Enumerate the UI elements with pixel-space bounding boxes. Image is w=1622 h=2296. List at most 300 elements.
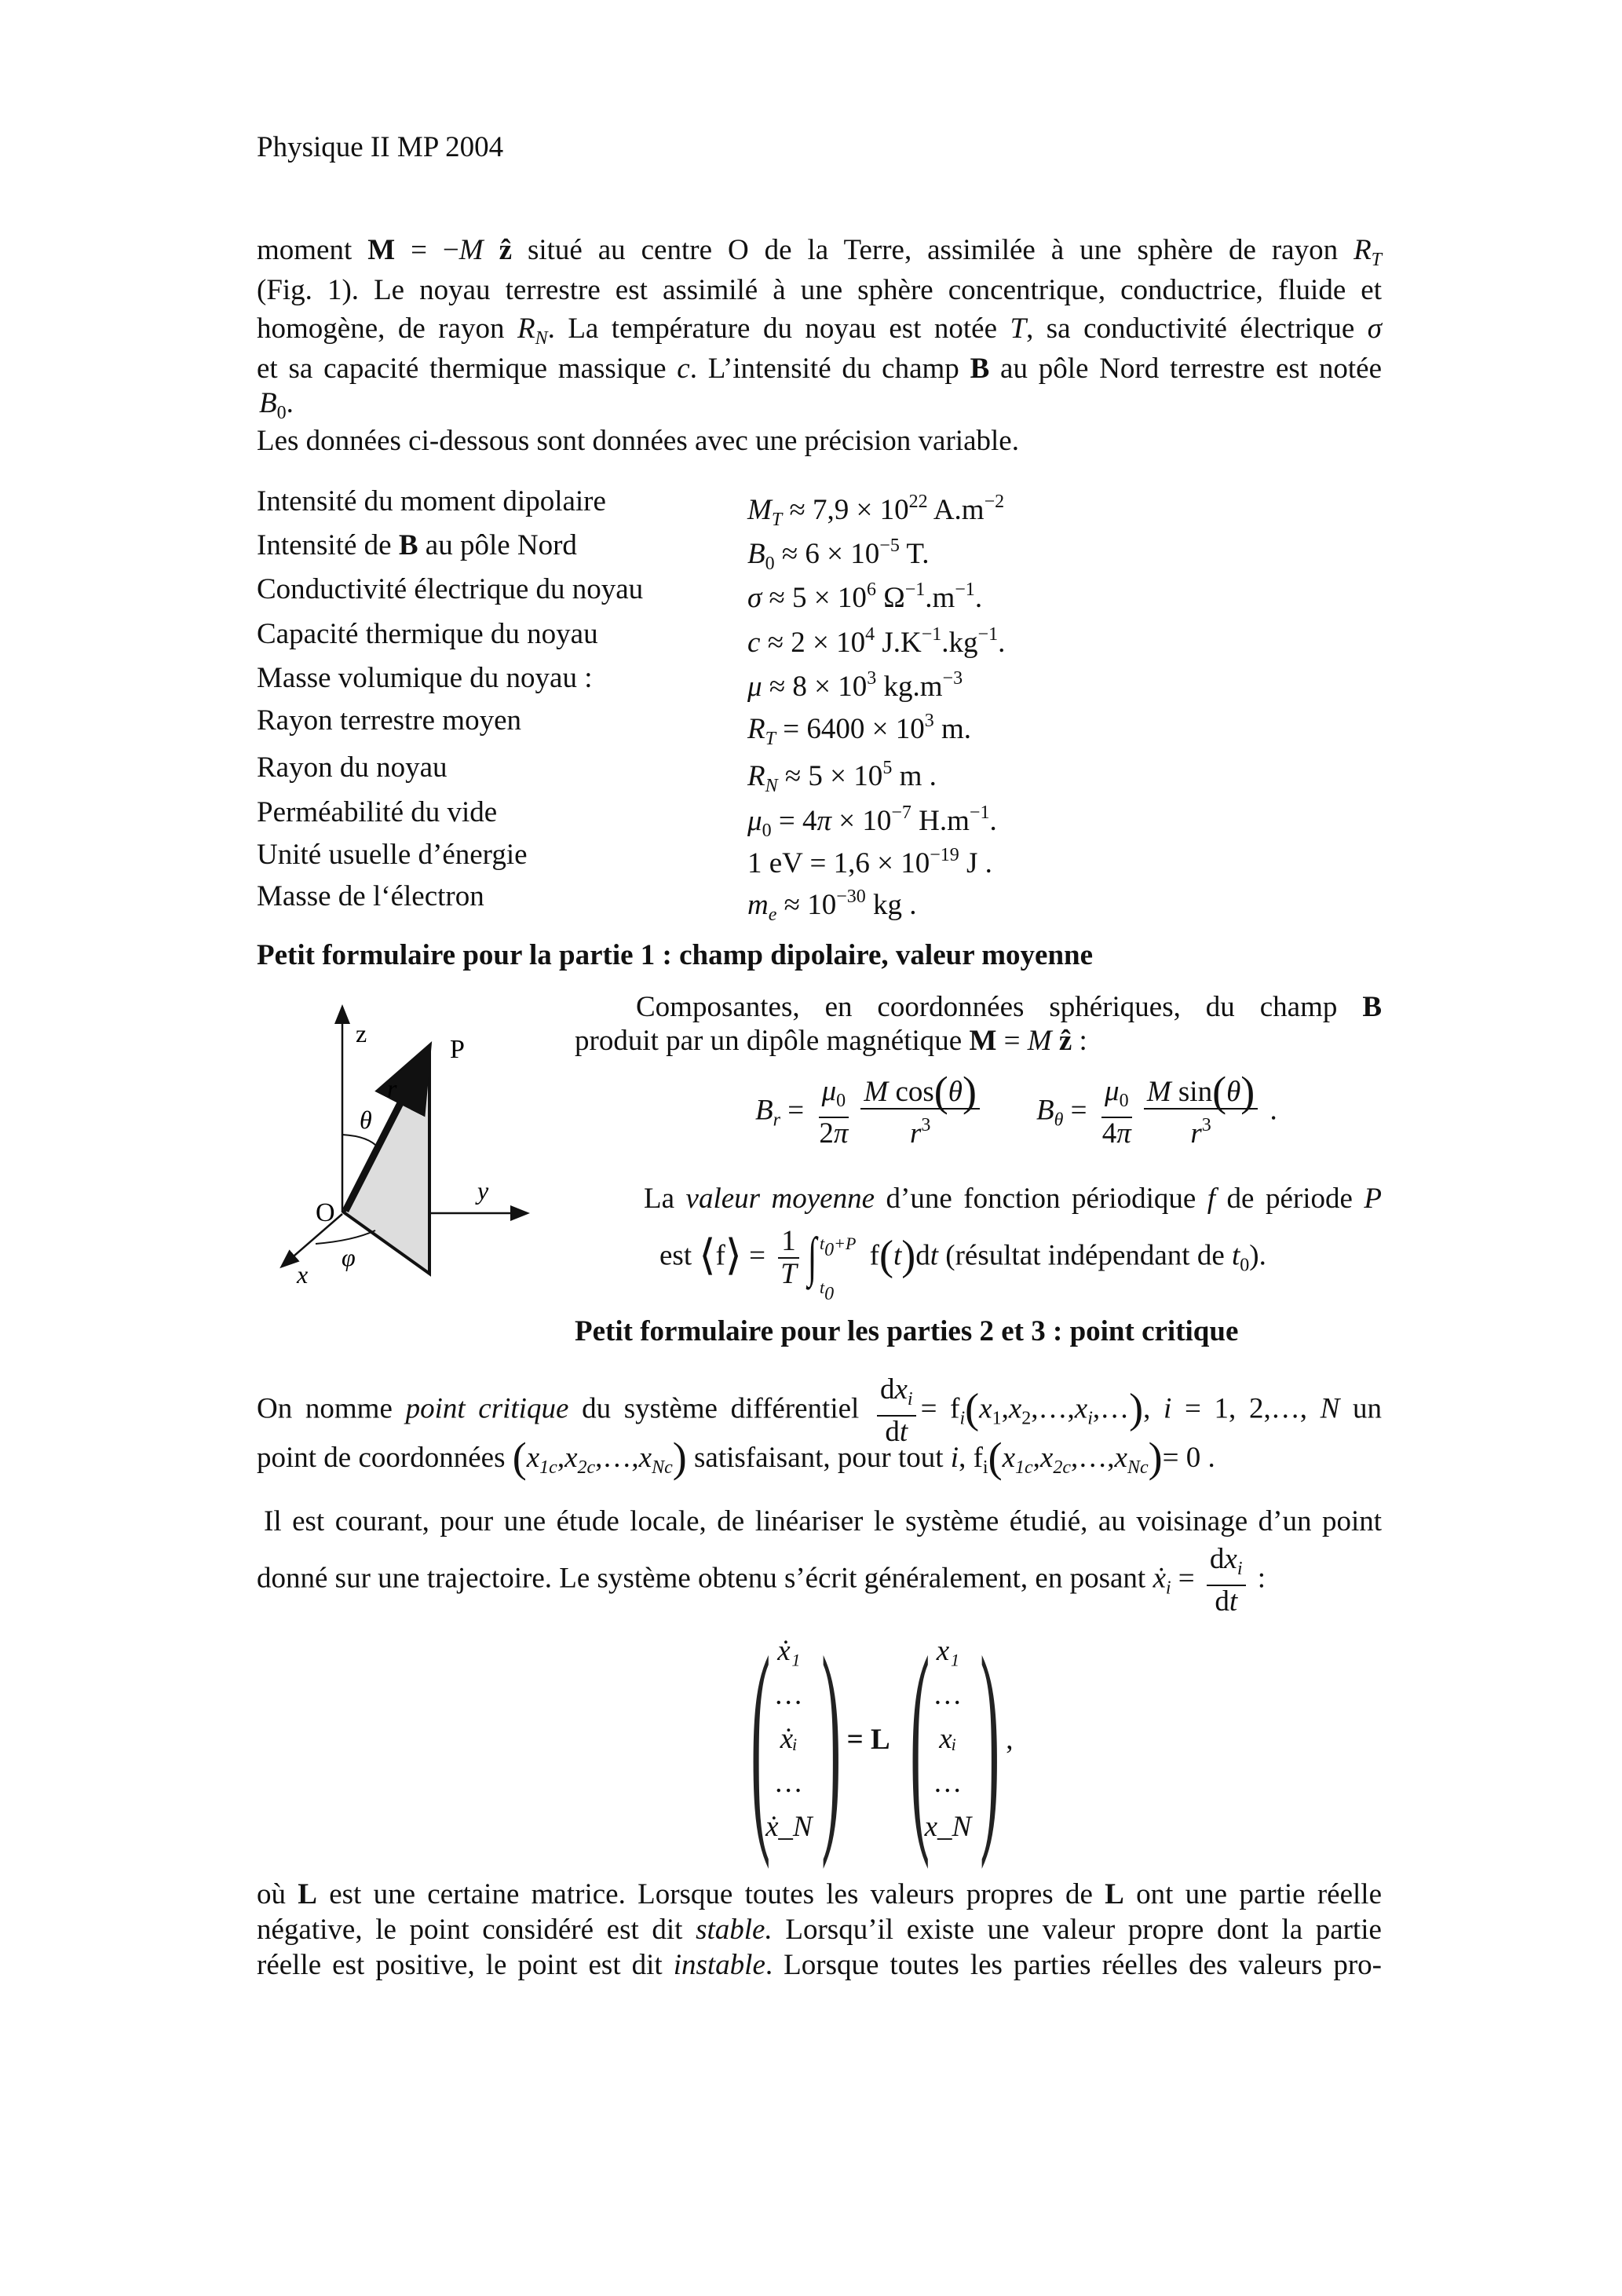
text-run: −5 <box>879 536 900 556</box>
text-run: 6 <box>866 579 876 600</box>
text-run: t <box>930 1239 939 1272</box>
text-run: x <box>526 1442 540 1474</box>
text-run: +P <box>834 1234 857 1253</box>
matrix-trailing: , <box>1006 1723 1014 1756</box>
text-run: T <box>771 510 783 530</box>
constant-value <box>747 660 963 706</box>
text-run: . L’intensité du champ <box>689 353 970 385</box>
text-line <box>257 1544 1266 1618</box>
text-run: x <box>1039 1442 1054 1474</box>
text-run: 0 <box>1240 1255 1250 1276</box>
text-run: θ <box>948 1076 963 1108</box>
text-run: −1 <box>977 624 999 645</box>
text-run: T. <box>899 538 930 570</box>
integral <box>805 1225 863 1304</box>
x-vector: ( x₁ … xᵢ … x_N ) <box>909 1609 1000 1870</box>
matrix-entry: ẋ_N <box>765 1811 813 1843</box>
text-run: satisfaisant, pour tout <box>686 1442 951 1474</box>
fraction <box>1099 1076 1134 1150</box>
matrix-entry: xᵢ <box>939 1723 957 1755</box>
text-run: = <box>741 1239 773 1272</box>
text-run: σ <box>1367 313 1383 345</box>
text-run: ( <box>512 1434 527 1481</box>
text-run: B <box>1036 1094 1054 1127</box>
text-run: . La température du noyau est notée <box>547 313 1010 345</box>
text-run: M <box>864 1076 889 1108</box>
text-run: ) <box>1240 1068 1255 1115</box>
theta-arc <box>342 1135 378 1148</box>
text-run: Rayon terrestre moyen <box>257 704 521 737</box>
text-run: . <box>1262 1094 1277 1127</box>
text-run: point de coordonnées <box>257 1442 513 1474</box>
mean-value-formula <box>659 1225 1266 1304</box>
text-run: B <box>398 529 418 561</box>
text-run: J.K <box>875 627 922 659</box>
fraction <box>1144 1068 1258 1150</box>
text-run: situé au centre O de la Terre, assimilée à une sphère de rayon <box>512 234 1354 266</box>
text-run: e <box>768 905 777 925</box>
text-run: t <box>819 1278 825 1297</box>
text-run: ≈ 6 × 10 <box>774 538 880 570</box>
constant-label <box>257 660 593 697</box>
text-run: ≈ 5 × 10 <box>777 760 883 792</box>
text-run: x <box>1224 1543 1237 1575</box>
text-run: kg . <box>865 889 917 921</box>
section2-title: Petit formulaire pour les parties 2 et 3 : point critique <box>575 1315 1239 1347</box>
text-run: = 6400 × 10 <box>775 713 925 745</box>
numerator <box>819 1076 849 1118</box>
formula-br <box>755 1068 985 1150</box>
numerator <box>860 1068 980 1115</box>
text-run: est <box>659 1239 700 1272</box>
y-label: y <box>477 1176 489 1205</box>
text-run: T <box>1371 250 1383 270</box>
constant-value <box>747 571 982 617</box>
text-run: N <box>765 776 778 796</box>
text-run: .kg <box>941 627 978 659</box>
theta-label: θ <box>360 1106 372 1134</box>
text-run: 2 <box>1021 1408 1032 1429</box>
z-label: z <box>356 1019 367 1047</box>
text-run: −3 <box>942 668 963 689</box>
text-run: t <box>1229 1585 1238 1618</box>
text-run: π <box>1116 1117 1131 1150</box>
constant-label <box>257 616 598 653</box>
text-run: = f <box>920 1392 960 1425</box>
text-run: = 1, 2,…, <box>1171 1392 1321 1425</box>
integral-sign: ∫ <box>807 1227 817 1288</box>
text-run: sin <box>1171 1076 1213 1108</box>
text-run: ). <box>1249 1239 1266 1272</box>
text-run: de période <box>1215 1183 1364 1215</box>
spherical-coordinates-figure <box>259 991 550 1321</box>
text-run: 0 <box>836 1091 846 1111</box>
matrix-entry: x₁ <box>936 1635 960 1667</box>
text-run: d’une fonction périodique <box>875 1183 1207 1215</box>
text-run: M <box>1027 1025 1052 1057</box>
text-run: d <box>1209 1543 1225 1575</box>
text-run: B <box>755 1094 773 1127</box>
text-run: ≈ 8 × 10 <box>762 671 868 703</box>
text-run: N <box>535 328 548 349</box>
text-run: Nc <box>652 1457 673 1478</box>
intro-line <box>257 272 1382 309</box>
formula-btheta <box>1036 1068 1277 1150</box>
matrix-entry: x_N <box>924 1811 972 1843</box>
text-run: μ <box>747 671 762 703</box>
denominator <box>907 1110 933 1150</box>
text-run: i <box>907 1389 913 1409</box>
text-run: ont une partie réelle <box>1123 1878 1383 1910</box>
text-run: . <box>989 805 997 837</box>
text-run: t <box>893 1239 902 1272</box>
text-run: d <box>885 1416 900 1448</box>
text-run: M <box>1146 1076 1171 1108</box>
text-run: Les données ci-dessous sont données avec une précision variable. <box>257 425 1019 457</box>
text-run: L <box>1105 1878 1124 1910</box>
text-run: B <box>970 353 990 385</box>
text-run: ( <box>965 1384 980 1432</box>
text-line <box>644 1180 1382 1218</box>
text-run: μ <box>821 1075 837 1107</box>
text-run: , f <box>959 1442 983 1474</box>
fraction <box>877 1374 916 1448</box>
text-run: un <box>1339 1392 1383 1425</box>
upper-limit <box>820 1225 856 1269</box>
phi-label: φ <box>342 1243 356 1271</box>
text-run: r <box>909 1117 922 1150</box>
text-run: ) <box>901 1231 916 1279</box>
text-run: 0 <box>1119 1091 1129 1111</box>
text-run: stable. <box>696 1914 773 1946</box>
fraction <box>1207 1544 1246 1618</box>
text-run: × 10 <box>831 805 892 837</box>
text-run: Conductivité électrique du noyau <box>257 573 644 605</box>
text-run: On nomme <box>257 1392 406 1425</box>
denominator <box>1211 1586 1240 1618</box>
text-run: m <box>747 889 769 921</box>
text-run: B <box>747 538 765 570</box>
text-run: = <box>996 1025 1028 1057</box>
text-run: 4 <box>1101 1117 1117 1150</box>
p-label: P <box>450 1035 465 1064</box>
text-run: 3 <box>924 711 934 731</box>
text-run: B <box>259 387 277 419</box>
text-run: Composantes, en coordonnées sphériques, du champ <box>636 991 1363 1023</box>
text-run: ,…, <box>1031 1392 1075 1425</box>
text-run: i <box>1164 1392 1172 1425</box>
text-run: Capacité thermique du noyau <box>257 618 598 650</box>
text-run: = 0 . <box>1162 1442 1215 1474</box>
x-label: x <box>297 1260 309 1289</box>
text-run: ( <box>879 1231 893 1279</box>
text-run: i <box>1165 1578 1171 1599</box>
text-run: i <box>1087 1408 1093 1429</box>
constant-label <box>257 702 521 740</box>
text-run: R <box>747 760 765 792</box>
text-run: = <box>1171 1562 1202 1595</box>
text-run: −1 <box>969 803 990 823</box>
text-run: 1 <box>781 1225 796 1257</box>
text-run: M <box>367 234 396 266</box>
text-run: , <box>1032 1442 1040 1474</box>
text-line <box>264 1503 1382 1541</box>
numerator <box>1207 1544 1246 1586</box>
text-run: ⟨ <box>699 1231 716 1279</box>
matrix-entry: … <box>776 1679 802 1711</box>
text-run: N <box>1320 1392 1340 1425</box>
text-run: x <box>1074 1392 1088 1425</box>
linearized-system <box>742 1609 1014 1870</box>
text-run: r <box>773 1110 780 1131</box>
text-run: 0 <box>765 554 775 574</box>
intro-line <box>257 350 1382 388</box>
text-run: R <box>517 313 535 345</box>
text-run: . <box>998 627 1006 659</box>
text-run: ) <box>1148 1434 1163 1481</box>
text-run: m. <box>933 713 971 745</box>
fraction <box>777 1226 800 1290</box>
fraction <box>816 1076 851 1150</box>
constant-label <box>257 483 606 521</box>
text-run: Masse de l‘électron <box>257 880 484 912</box>
text-run: d <box>879 1373 895 1406</box>
text-run: M <box>747 494 772 526</box>
text-run: 2c <box>577 1457 596 1478</box>
text-run: ,…, <box>595 1442 639 1474</box>
intro-line <box>257 422 1019 460</box>
text-run: 4 <box>865 624 875 645</box>
numerator <box>1144 1068 1258 1115</box>
text-run: , <box>557 1442 565 1474</box>
text-run: x <box>638 1442 652 1474</box>
text-run: ≈ 5 × 10 <box>762 582 867 614</box>
text-run: . Lorsque toutes les parties réelles des valeurs pro- <box>765 1949 1382 1981</box>
text-run: , <box>1143 1392 1164 1425</box>
r-label: r <box>387 1074 397 1102</box>
text-run: 3 <box>1201 1115 1211 1135</box>
matrix-entry: … <box>934 1679 961 1711</box>
text-run: Intensité de <box>257 529 399 561</box>
text-run: ) <box>962 1068 977 1115</box>
text-line <box>257 1911 1382 1949</box>
text-run: : <box>1250 1562 1266 1595</box>
text-run: ) <box>1129 1384 1144 1432</box>
text-run: π <box>816 805 831 837</box>
text-run: μ <box>747 805 762 837</box>
text-run: θ <box>1054 1110 1064 1131</box>
text-run: d <box>1215 1585 1229 1618</box>
text-run: B <box>1362 991 1382 1023</box>
denominator <box>1099 1118 1134 1150</box>
text-run: J . <box>959 847 992 879</box>
text-run: 0 <box>824 1240 835 1260</box>
text-run: au pôle Nord terrestre est notée <box>989 353 1382 385</box>
text-run: ≈ 10 <box>776 889 837 921</box>
denominator <box>816 1118 851 1150</box>
text-run: π <box>833 1117 849 1150</box>
text-run: point critique <box>405 1392 569 1425</box>
text-run: où <box>257 1878 298 1910</box>
text-run: −1 <box>921 624 942 645</box>
text-run: .m <box>925 582 955 614</box>
text-run: 1c <box>1015 1457 1033 1478</box>
text-run: , <box>1001 1392 1009 1425</box>
text-run: 1 <box>992 1408 1002 1429</box>
text-run: x <box>564 1442 578 1474</box>
text-run: −2 <box>984 492 1005 512</box>
text-run: Unité usuelle d’énergie <box>257 839 528 871</box>
text-run: 2c <box>1053 1457 1071 1478</box>
text-run: θ <box>1226 1076 1241 1108</box>
section1-title: Petit formulaire pour la partie 1 : champ dipolaire, valeur moyenne <box>257 939 1094 971</box>
text-run: ⟩ <box>725 1231 742 1279</box>
text-run: x <box>1002 1442 1015 1474</box>
phi-arc <box>316 1230 375 1244</box>
text-run: 22 <box>908 492 928 512</box>
text-run: H.m <box>911 805 970 837</box>
constant-label <box>257 836 528 874</box>
text-run: valeur moyenne <box>685 1183 875 1215</box>
text-line <box>257 1434 1215 1486</box>
text-run: t <box>1232 1239 1240 1272</box>
text-run: Intensité du moment dipolaire <box>257 485 606 517</box>
text-run <box>484 234 499 266</box>
text-run: La <box>644 1183 686 1215</box>
text-run: ẋ <box>1153 1562 1166 1595</box>
text-run: (résultat indépendant de <box>938 1239 1232 1272</box>
text-run: r <box>1190 1117 1202 1150</box>
text-run: Masse volumique du noyau : <box>257 662 593 694</box>
text-run: (Fig. 1). Le noyau terrestre est assimilé à une sphère concentrique, conductrice, fluide et <box>257 274 1382 306</box>
text-line <box>636 989 1382 1026</box>
text-run: −1 <box>955 579 975 600</box>
text-run: , sa conductivité électrique <box>1026 313 1368 345</box>
text-run: = <box>780 1094 812 1127</box>
constant-value <box>747 878 917 934</box>
numerator <box>1101 1076 1132 1118</box>
text-run: ( <box>988 1434 1003 1481</box>
text-run: ẑ <box>499 234 512 266</box>
text-run: R <box>1353 234 1372 266</box>
constant-label <box>257 878 484 916</box>
text-run: ) <box>672 1434 687 1481</box>
matrix-entry: … <box>776 1767 802 1799</box>
constant-label <box>257 794 497 832</box>
constant-value <box>747 616 1005 662</box>
text-run: Perméabilité du vide <box>257 796 498 828</box>
text-run: R <box>747 713 765 745</box>
text-run: d <box>915 1239 930 1272</box>
text-run: ≈ 7,9 × 10 <box>782 494 909 526</box>
text-run: ≈ 2 × 10 <box>760 627 866 659</box>
text-run: M <box>969 1025 997 1057</box>
text-run: −7 <box>891 803 911 823</box>
text-run: 1 eV = 1,6 × 10 <box>747 847 930 879</box>
text-run: 3 <box>867 668 877 689</box>
text-run: −19 <box>930 845 959 865</box>
text-run: au pôle Nord <box>418 529 577 561</box>
text-run: 5 <box>882 758 893 778</box>
text-run: = − <box>395 234 459 266</box>
text-run: instable <box>673 1949 765 1981</box>
text-run: ,…, <box>1071 1442 1115 1474</box>
denominator <box>1187 1110 1214 1150</box>
text-run: t <box>899 1416 908 1448</box>
text-run: Nc <box>1127 1457 1149 1478</box>
text-run: moment <box>257 234 368 266</box>
text-run: L <box>298 1878 317 1910</box>
integral-limits <box>819 1225 857 1304</box>
text-run: i <box>950 1442 959 1474</box>
page-header: Physique II MP 2004 <box>257 131 504 163</box>
text-run: T <box>780 1258 797 1290</box>
text-run <box>1052 1025 1059 1057</box>
text-run: f <box>715 1239 725 1272</box>
text-run: −1 <box>904 579 926 600</box>
text-line <box>257 1876 1382 1914</box>
text-run: et sa capacité thermique massique <box>257 353 678 385</box>
text-run: x <box>1114 1442 1127 1474</box>
text-run: 3 <box>921 1115 931 1135</box>
text-line <box>257 1374 1382 1448</box>
text-run: M <box>458 234 484 266</box>
text-run: i <box>982 1457 988 1478</box>
text-run: négative, le point considéré est dit <box>257 1914 696 1946</box>
text-run: T <box>1010 313 1027 345</box>
text-run: 2 <box>819 1117 834 1150</box>
text-run: m . <box>892 760 937 792</box>
numerator <box>778 1226 799 1259</box>
text-run: kg.m <box>876 671 943 703</box>
text-run: x <box>979 1392 992 1425</box>
constant-value <box>747 836 992 883</box>
text-run: T <box>765 729 776 749</box>
denominator <box>777 1259 800 1290</box>
text-run: 0 <box>276 403 287 423</box>
matrix-entry: ẋᵢ <box>780 1723 798 1755</box>
text-run: i <box>959 1408 966 1429</box>
matrix-entry: … <box>934 1767 961 1799</box>
text-run: Ω <box>875 582 905 614</box>
origin-label: O <box>316 1198 335 1227</box>
text-run: du système différentiel <box>568 1392 872 1425</box>
text-run: A.m <box>927 494 985 526</box>
text-run: est une certaine matrice. Lorsque toutes les valeurs propres de <box>316 1878 1105 1910</box>
text-run: = 4 <box>771 805 817 837</box>
text-run: P <box>1364 1183 1382 1215</box>
text-run: μ <box>1105 1075 1120 1107</box>
text-run: ,… <box>1092 1392 1130 1425</box>
text-run: c <box>677 353 690 385</box>
text-run: ( <box>1212 1068 1227 1115</box>
constant-label <box>257 749 448 787</box>
matrix-operator: = L <box>846 1723 890 1756</box>
text-run: f <box>862 1239 879 1272</box>
text-run: t <box>819 1234 825 1253</box>
text-run: 0 <box>824 1284 835 1304</box>
text-run: produit par un dipôle magnétique <box>575 1025 970 1057</box>
numerator <box>877 1374 916 1417</box>
text-run: donné sur une trajectoire. Le système obtenu s’écrit généralement, en posant <box>257 1562 1153 1595</box>
text-run: Lorsqu’il existe une valeur propre dont la partie <box>772 1914 1382 1946</box>
text-run: i <box>1237 1559 1243 1579</box>
text-run: 1c <box>539 1457 557 1478</box>
text-line <box>257 1947 1382 1984</box>
text-run: ( <box>933 1068 948 1115</box>
text-run: réelle est positive, le point est dit <box>257 1949 674 1981</box>
text-run: Rayon du noyau <box>257 751 448 784</box>
